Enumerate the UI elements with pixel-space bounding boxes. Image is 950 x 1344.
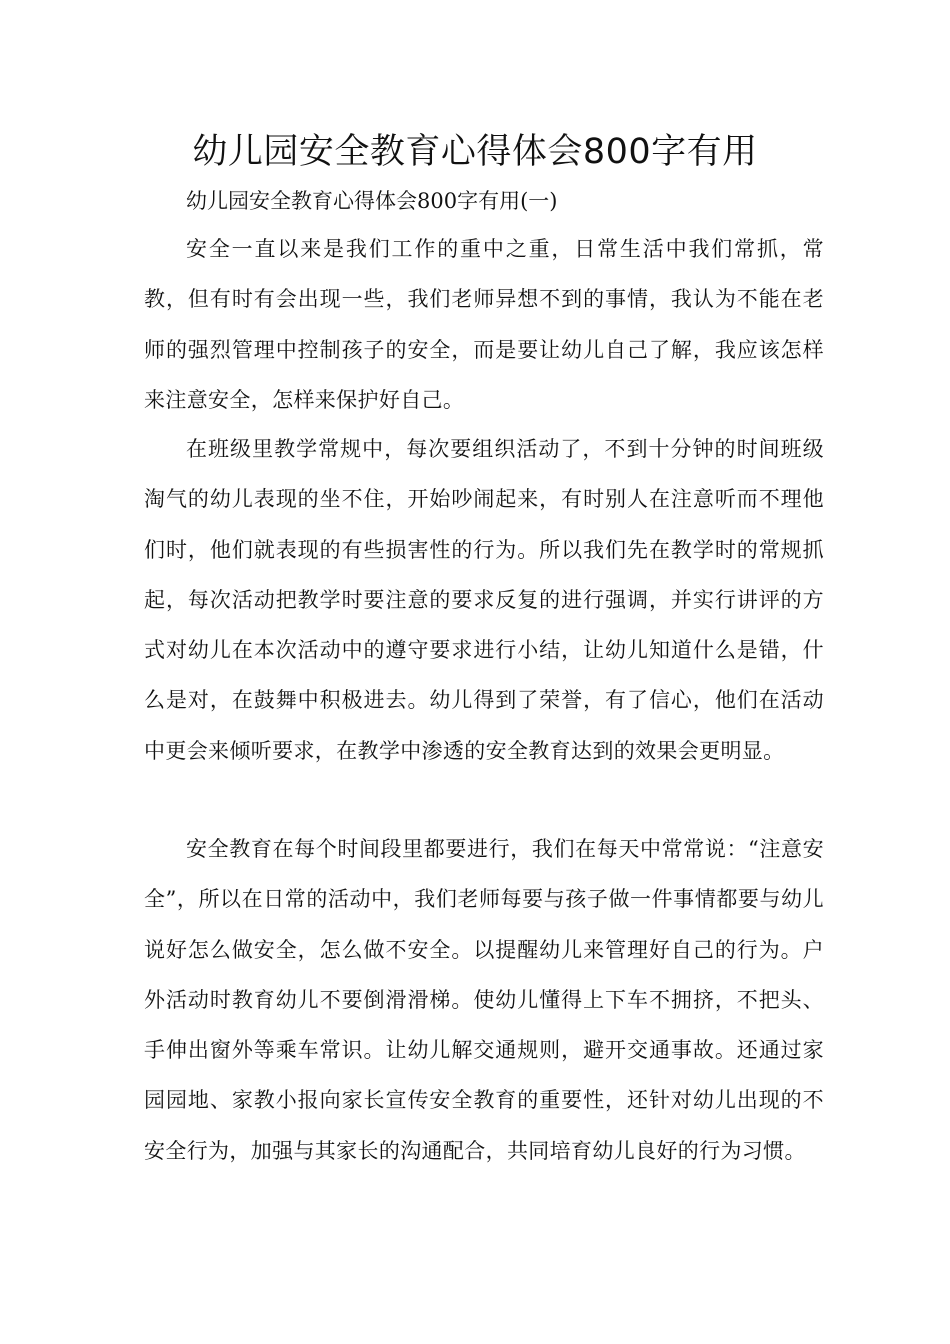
document-subtitle: 幼儿园安全教育心得体会800字有用(一) (186, 189, 558, 213)
document-title: 幼儿园安全教育心得体会800字有用 (192, 132, 758, 172)
paragraph-2: 在班级里教学常规中，每次要组织活动了，不到十分钟的时间班级淘气的幼儿表现的坐不住，开始吵闹起来，有时别人在注意听而不理他们时，他们就表现的有些损害性的行为。所以我们先在教学时的常规抓起，每次活动把教学时要注意的要求反复的进行强调，并实行讲评的方式对幼儿在本次活动中的遵守要求进行小结，让幼儿知道什么是错，什么是对，在鼓舞中积极进去。幼儿得到了荣誉，有了信心，他们在活动中更会来倾听要求，在教学中渗透的安全教育达到的效果会更明显。 (144, 437, 824, 763)
paragraph-3: 安全教育在每个时间段里都要进行，我们在每天中常常说：“注意安全”，所以在日常的活动中，我们老师每要与孩子做一件事情都要与幼儿说好怎么做安全，怎么做不安全。以提醒幼儿来管理好自己的行为。户外活动时教育幼儿不要倒滑滑梯。使幼儿懂得上下车不拥挤，不把头、手伸出窗外等乘车常识。让幼儿解交通规则，避开交通事故。还通过家园园地、家教小报向家长宣传安全教育的重要性，还针对幼儿出现的不安全行为，加强与其家长的沟通配合，共同培育幼儿良好的行为习惯。 (144, 837, 824, 1163)
paragraph-1: 安全一直以来是我们工作的重中之重，日常生活中我们常抓，常教，但有时有会出现一些，我们老师异想不到的事情，我认为不能在老师的强烈管理中控制孩子的安全，而是要让幼儿自己了解，我应该怎样来注意安全，怎样来保护好自己。 (144, 237, 824, 412)
